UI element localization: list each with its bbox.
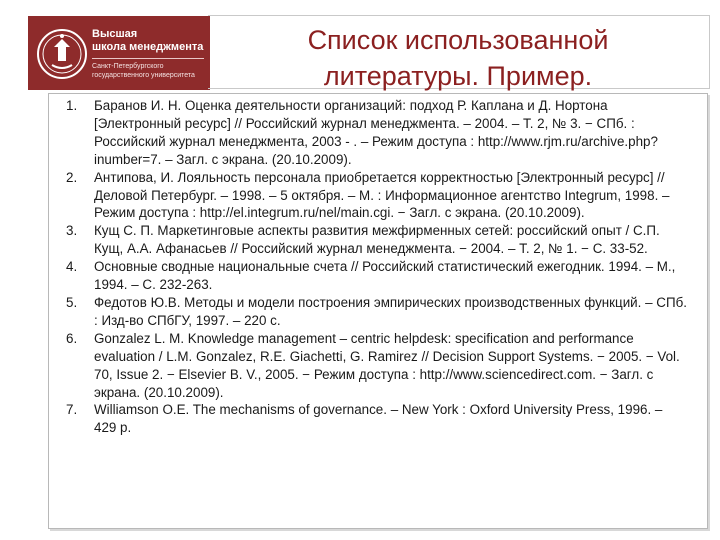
reference-text: Кущ С. П. Маркетинговые аспекты развития межфирменных сетей: российский опыт / С.П. Кущ, А.А. Афанасьев // Российский журнал менеджмента. − 2004. – Т. 2, № 1. − С. 33-52. [94, 223, 660, 257]
logo-title-line2: школа менеджмента [92, 41, 204, 53]
logo-subtitle-line1: Санкт-Петербургского [92, 63, 164, 70]
reference-number: 6. [66, 330, 78, 346]
reference-number: 5. [66, 294, 78, 310]
logo-title-line1: Высшая [92, 28, 138, 40]
list-item [58, 330, 688, 402]
reference-text: Баранов И. Н. Оценка деятельности организаций: подход Р. Каплана и Д. Нортона [Электронный ресурс] // Российский журнал менеджмента. – 2004. – Т. 2, № 3. − СПб. : Российский журнал менеджмента, 2003 - . – Режим доступа : http://www.rjm.ru/archive.php?inumber=7. – Загл. с экрана. (20.10.2009). [94, 98, 658, 167]
list-item [58, 294, 688, 330]
list-item [58, 169, 688, 223]
reference-list [58, 97, 688, 437]
reference-text: Gonzalez L. M. Knowledge management – centric helpdesk: specification and performance evaluation / L.M. Gonzalez, R.E. Giachetti, G. Ramirez // Decision Support Systems. − 2005. − Vol. 70, Issue 2. − Elsevier B. V., 2005. − Режим доступа : http://www.sciencedirect.com. − Загл. с экрана. (20.10.2009). [94, 330, 680, 400]
reference-text: Антипова, И. Лояльность персонала приобретается корректностью [Электронный ресурс] // Деловой Петербург. – 1998. – 5 октября. – М. : Информационное агентство Integrum, 1998. – Режим доступа : http://el.integrum.ru/nel/main.cgi. − Загл. с экрана. (20.10.2009). [94, 169, 670, 221]
list-item [58, 401, 688, 437]
reference-number: 7. [66, 402, 78, 418]
page-title-line1: Список использованной [307, 25, 609, 55]
reference-text: Williamson O.E. The mechanisms of governance. – New York : Oxford University Press, 1996. – 429 p. [94, 402, 663, 436]
page-title [238, 22, 678, 94]
reference-number: 3. [66, 223, 78, 239]
reference-text: Основные сводные национальные счета // Российский статистический ежегодник. 1994. – М., 1994. – С. 232-263. [94, 259, 676, 293]
list-item [58, 97, 688, 169]
logo-subtitle-line2: государственного университета [92, 72, 195, 79]
reference-number: 2. [66, 169, 78, 185]
reference-text: Федотов Ю.В. Методы и модели построения эмпирических производственных функций. – СПб. : Изд-во СПбГУ, 1997. – 220 с. [94, 294, 687, 328]
reference-number: 4. [66, 259, 78, 275]
university-logo [28, 16, 210, 90]
page-title-line2: литературы. Пример. [323, 61, 593, 91]
crest-icon [36, 25, 88, 83]
list-item [58, 258, 688, 294]
list-item [58, 222, 688, 258]
reference-number: 1. [66, 98, 78, 113]
logo-divider [92, 58, 204, 59]
